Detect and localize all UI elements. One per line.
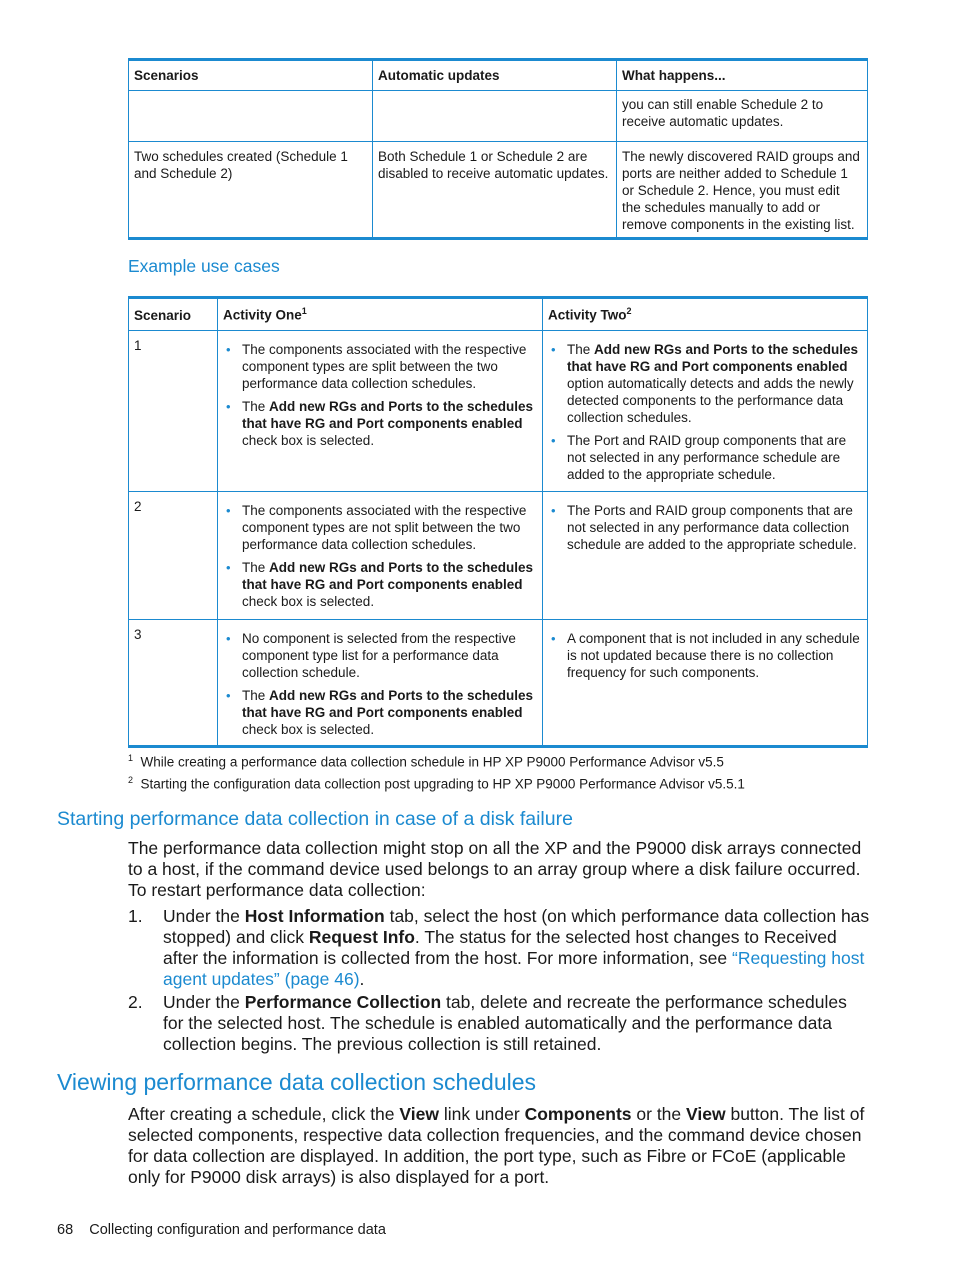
table-cell	[373, 91, 617, 142]
footnote-mark: 1	[128, 753, 134, 763]
bullet-text: The Ports and RAID group components that are not selected in any performance data collection schedule are added to the appropriate schedule.	[567, 503, 857, 552]
bullet-text: A component that is not included in any schedule is not updated because there is no collection frequency for such components.	[567, 631, 860, 680]
ui-term: Components	[524, 1104, 632, 1124]
list-item	[548, 341, 862, 426]
list-item	[548, 630, 862, 681]
text-run: button. The list of selected components, respective data collection frequencies, and the command device chosen for data collection are displayed. In addition, the port type, such as Fibre or FCoE (applicable only for P9000 disk arrays) is also displayed for a port.	[128, 1104, 865, 1187]
text-run: tab, select the host (on which performance data collection has stopped) and click	[163, 906, 870, 947]
bullet-text: option automatically detects and adds the newly detected components to the performance data collection schedules.	[567, 376, 854, 425]
footnote-ref: 1	[301, 306, 307, 316]
section-body	[128, 1104, 870, 1188]
bullet-icon: •	[551, 433, 556, 448]
activity-two-cell	[543, 620, 868, 747]
scenarios-table	[128, 58, 868, 240]
bullet-text: check box is selected.	[242, 433, 375, 448]
table-header: Scenario	[129, 298, 218, 331]
table-cell	[129, 91, 373, 142]
table-cell: The newly discovered RAID groups and ports are neither added to Schedule 1 or Schedule 2. Hence, you must edit the schedules manually to add or remove components in the existing list.	[617, 142, 868, 239]
text-run: Under the	[163, 906, 245, 926]
scenario-number: 3	[129, 620, 218, 747]
bullet-icon: •	[226, 342, 231, 357]
table-cell: Both Schedule 1 or Schedule 2 are disabled to receive automatic updates.	[373, 142, 617, 239]
footnote	[128, 750, 724, 771]
bullet-text: The	[242, 688, 270, 703]
bullet-text: The	[567, 342, 595, 357]
text-run: Under the	[163, 992, 245, 1012]
bullet-icon: •	[226, 399, 231, 414]
footnote-text: Starting the configuration data collection post upgrading to HP XP P9000 Performance Advisor v5.5.1	[140, 776, 745, 792]
page-footer	[57, 1222, 386, 1238]
step-number: 2.	[128, 992, 143, 1012]
table-header: Scenarios	[129, 60, 373, 91]
cross-reference-link[interactable]: “Requesting host agent updates” (page 46)	[163, 948, 865, 989]
table-header: Automatic updates	[373, 60, 617, 91]
activity-one-label: Activity One	[223, 307, 302, 323]
list-item	[223, 398, 537, 449]
option-name: Add new RGs and Ports to the schedules that have RG and Port components enabled	[567, 342, 859, 374]
text-run: link under	[438, 1104, 525, 1124]
bullet-icon: •	[551, 631, 556, 646]
activity-two-label: Activity Two	[548, 307, 627, 323]
bullet-icon: •	[226, 688, 231, 703]
footnote-ref: 2	[626, 306, 632, 316]
bullet-text: The	[242, 399, 270, 414]
page-number: 68	[57, 1222, 74, 1238]
scenario-number: 2	[129, 492, 218, 620]
bullet-text: The components associated with the respective component types are not split between the two performance data collection schedules.	[242, 503, 527, 552]
option-name: Add new RGs and Ports to the schedules that have RG and Port components enabled	[242, 688, 534, 720]
bullet-text: check box is selected.	[242, 722, 375, 737]
footnote-text: While creating a performance data collection schedule in HP XP P9000 Performance Advisor v5.5	[140, 754, 724, 770]
bullet-icon: •	[226, 503, 231, 518]
table-cell: you can still enable Schedule 2 to receive automatic updates.	[617, 91, 868, 142]
text-run: or the	[631, 1104, 687, 1124]
bullet-text: check box is selected.	[242, 594, 375, 609]
ui-term: View	[686, 1104, 726, 1124]
list-item	[223, 502, 537, 553]
bullet-text: No component is selected from the respective component type list for a performance data collection schedule.	[242, 631, 516, 680]
footnote	[128, 772, 745, 793]
section-heading: Viewing performance data collection schedules	[57, 1069, 537, 1095]
bullet-icon: •	[551, 503, 556, 518]
footnote-mark: 2	[128, 775, 134, 785]
option-name: Add new RGs and Ports to the schedules that have RG and Port components enabled	[242, 560, 534, 592]
bullet-icon: •	[226, 560, 231, 575]
table-cell: Two schedules created (Schedule 1 and Schedule 2)	[129, 142, 373, 239]
bullet-text: The components associated with the respective component types are split between the two performance data collection schedules.	[242, 342, 527, 391]
scenario-number: 1	[129, 331, 218, 492]
list-item	[223, 687, 537, 738]
section-intro: The performance data collection might stop on all the XP and the P9000 disk arrays connected to a host, if the command device used belongs to an array group where a disk failure occurred. To restart performance data collection:	[128, 838, 862, 900]
text-run: .	[359, 969, 365, 989]
text-run: . The status for the selected host changes to Received after the information is collected from the host. For more information, see	[163, 927, 837, 968]
bullet-text: The	[242, 560, 270, 575]
bullet-text: The Port and RAID group components that are not selected in any performance schedule are added to the appropriate schedule.	[567, 433, 847, 482]
activity-one-cell	[218, 620, 543, 747]
step-number: 1.	[128, 906, 143, 926]
list-item	[548, 432, 862, 483]
text-run: tab, delete and recreate the performance schedules for the selected host. The schedule is enabled automatically and the performance data collection begins. The previous collection is still retained.	[163, 992, 847, 1054]
table-header: What happens...	[617, 60, 868, 91]
table-header	[218, 298, 543, 331]
section-heading: Starting performance data collection in case of a disk failure	[57, 808, 573, 830]
list-item	[223, 630, 537, 681]
ui-term: Request Info	[308, 927, 415, 947]
chapter-title: Collecting configuration and performance data	[89, 1222, 386, 1238]
text-run: After creating a schedule, click the	[128, 1104, 400, 1124]
bullet-icon: •	[551, 342, 556, 357]
option-name: Add new RGs and Ports to the schedules that have RG and Port components enabled	[242, 399, 534, 431]
list-item	[223, 341, 537, 392]
ui-term: Performance Collection	[244, 992, 442, 1012]
table-header	[543, 298, 868, 331]
example-use-cases-table	[128, 296, 868, 748]
activity-two-cell	[543, 492, 868, 620]
example-use-cases-heading: Example use cases	[128, 256, 280, 276]
activity-one-cell	[218, 492, 543, 620]
step-text	[163, 992, 870, 1055]
list-item	[548, 502, 862, 553]
step-text	[163, 906, 870, 990]
activity-one-cell	[218, 331, 543, 492]
list-item	[223, 559, 537, 610]
ui-term: View	[399, 1104, 439, 1124]
ui-term: Host Information	[244, 906, 385, 926]
bullet-icon: •	[226, 631, 231, 646]
activity-two-cell	[543, 331, 868, 492]
